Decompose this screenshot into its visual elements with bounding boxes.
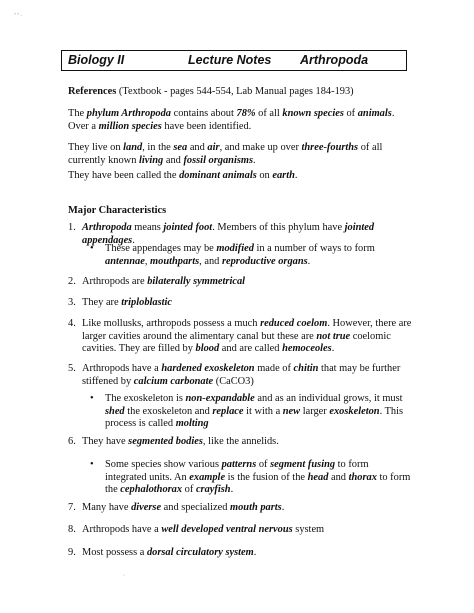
text-run: and (187, 142, 208, 153)
text-run: and (163, 154, 184, 166)
text-run: 2. (68, 276, 76, 287)
text-run: non-expandable (185, 393, 255, 404)
text-run: of all (255, 108, 283, 119)
section-heading: Major Characteristics (68, 205, 167, 216)
text-run: Like mollusks, arthropods possess a much (82, 318, 261, 329)
references-line (68, 86, 413, 99)
text-run: . (132, 234, 135, 246)
text-run: mouthparts (150, 255, 200, 267)
text-run: bilaterally symmetrical (147, 276, 246, 287)
text-run: They have (82, 436, 129, 447)
text-run: sea (173, 142, 188, 153)
text-run: known species (282, 108, 344, 119)
text-run: living (138, 154, 164, 166)
text-run: dominant animals (179, 170, 257, 181)
section-title: Lecture Notes (188, 53, 272, 67)
text-run: , and (199, 255, 222, 267)
text-run: The (68, 108, 87, 119)
sub-bullet-segments (87, 459, 412, 497)
text-run: . (253, 154, 256, 166)
text-run: patterns (221, 459, 257, 470)
text-run: of (256, 459, 271, 470)
text-run: These appendages may be (105, 243, 217, 254)
text-run: Some species show various (105, 459, 222, 470)
text-run: head (307, 471, 329, 483)
list-item-9 (68, 547, 413, 560)
text-run: They live on (68, 142, 124, 153)
text-run: reduced coelom (260, 318, 328, 329)
text-run: . (281, 502, 285, 513)
text-run: 7. (68, 502, 76, 513)
text-run: , and make up over (219, 142, 302, 153)
text-run: hemoceoles (282, 343, 332, 355)
text-run: and specialized (161, 502, 231, 513)
text-run: . (230, 484, 234, 496)
text-run: contains about (170, 108, 237, 119)
text-run: reproductive organs (221, 255, 308, 267)
text-run: jointed appendages (82, 222, 375, 246)
text-run: and as an individual grows, it must (254, 393, 403, 404)
text-run: hardened exoskeleton (161, 363, 255, 374)
text-run: example (189, 471, 226, 483)
text-run: blood (195, 343, 220, 355)
text-run: segmented bodies (128, 436, 203, 447)
sub-bullet-appendages (87, 243, 412, 268)
text-run: molting (175, 418, 209, 430)
text-run: Arthropods have a (82, 363, 162, 374)
text-run: 3. (68, 297, 76, 308)
text-run: to form the (105, 471, 411, 496)
text-run: . (253, 547, 257, 558)
text-run: chitin (293, 363, 319, 374)
references-label: References (68, 86, 117, 97)
course-title: Biology II (68, 53, 125, 67)
text-run: that may be further stiffened by (82, 363, 401, 387)
text-run: and are called (219, 343, 283, 355)
bullet-icon: • (90, 243, 94, 254)
list-item-6 (68, 436, 413, 449)
text-run: The exoskeleton is (105, 393, 186, 404)
list-item-3 (68, 297, 413, 310)
text-run: million species (98, 120, 162, 132)
text-run: 78% (236, 108, 256, 119)
text-run: animals (357, 108, 392, 119)
text-run: 4. (68, 318, 76, 329)
text-run: thorax (348, 471, 377, 483)
text-run: . (294, 170, 298, 181)
text-run: They have been called the (68, 170, 180, 181)
text-run: well developed ventral nervous (161, 524, 293, 535)
text-run: 1. (68, 222, 76, 233)
list-item-5 (68, 363, 413, 388)
references-text: (Textbook - pages 544-554, Lab Manual pages 184-193) (116, 86, 354, 97)
title-box (61, 50, 407, 71)
text-run: system (292, 524, 325, 535)
text-run: 8. (68, 524, 76, 535)
text-run: . Members of this phylum have (212, 222, 345, 233)
text-run: crayfish (195, 484, 231, 496)
text-run: cephalothorax (120, 484, 183, 496)
text-run: phylum Arthropoda (86, 108, 171, 119)
text-run: . (307, 255, 311, 267)
intro-paragraph-2 (68, 142, 413, 167)
text-run: coelomic cavities. They are filled by (82, 330, 391, 355)
text-run: triploblastic (121, 297, 173, 308)
text-run: fossil organisms (183, 154, 254, 166)
text-run: to form integrated units. An (105, 459, 369, 483)
text-run: modified (216, 243, 254, 254)
text-run: 6. (68, 436, 76, 447)
text-run: the exoskeleton and (124, 405, 213, 417)
text-run: antennae (105, 255, 145, 267)
text-run: in a number of ways to form (253, 243, 375, 254)
sub-bullet-exoskeleton (87, 393, 412, 431)
text-run: of (343, 108, 358, 119)
bullet-icon: • (90, 393, 94, 404)
text-run: is the fusion of the (225, 471, 308, 483)
intro-paragraph-1 (68, 108, 413, 133)
list-item-8 (68, 524, 413, 537)
text-run: , (144, 255, 151, 267)
text-run: Arthropods have a (82, 524, 162, 535)
text-run: Arthropods are (82, 276, 148, 287)
text-run: new (282, 405, 301, 417)
text-run: means (131, 222, 164, 233)
list-item-7 (68, 502, 413, 515)
text-run: . This process is called (105, 405, 404, 430)
text-run: of all currently known (68, 142, 383, 166)
text-run: larger (300, 405, 330, 417)
text-run: (CaCO3) (213, 375, 254, 387)
text-run: of (182, 484, 196, 496)
text-run: calcium carbonate (133, 375, 214, 387)
text-run: jointed foot (163, 222, 213, 233)
text-run: made of (254, 363, 294, 374)
scan-speck: ’ ’ · (14, 13, 23, 19)
text-run: , in the (142, 142, 174, 153)
text-run: . (331, 343, 335, 355)
text-run: replace (212, 405, 244, 417)
text-run: segment fusing (270, 459, 336, 470)
text-run: three-fourths (301, 142, 359, 153)
text-run: . Over a (68, 108, 395, 132)
text-run: Many have (82, 502, 132, 513)
text-run: They are (82, 297, 122, 308)
bullet-icon: • (90, 459, 94, 470)
text-run: air (207, 142, 220, 153)
text-run: , like the annelids. (202, 436, 279, 447)
text-run: exoskeleton (329, 405, 380, 417)
text-run: and (328, 471, 349, 483)
text-run: . However, there are larger cavities around the alimentary canal but these are (82, 318, 412, 342)
text-run: mouth parts (230, 502, 282, 513)
text-run: Arthropoda (82, 222, 132, 233)
text-run: on (256, 170, 273, 181)
topic-title: Arthropoda (300, 53, 369, 67)
scan-speck: · (123, 573, 125, 579)
text-run: 5. (68, 363, 76, 374)
text-run: earth (272, 170, 295, 181)
text-run: not true (316, 330, 351, 342)
text-run: have been identified. (161, 120, 252, 132)
text-run: land (123, 142, 143, 153)
text-run: dorsal circulatory system (146, 547, 254, 558)
text-run: 9. (68, 547, 76, 558)
list-item-2 (68, 276, 413, 289)
text-run: Most possess a (82, 547, 147, 558)
text-run: shed (105, 405, 125, 417)
intro-paragraph-3 (68, 170, 413, 183)
text-run: diverse (131, 502, 162, 513)
text-run: it with a (243, 405, 283, 417)
list-item-4 (68, 318, 413, 356)
